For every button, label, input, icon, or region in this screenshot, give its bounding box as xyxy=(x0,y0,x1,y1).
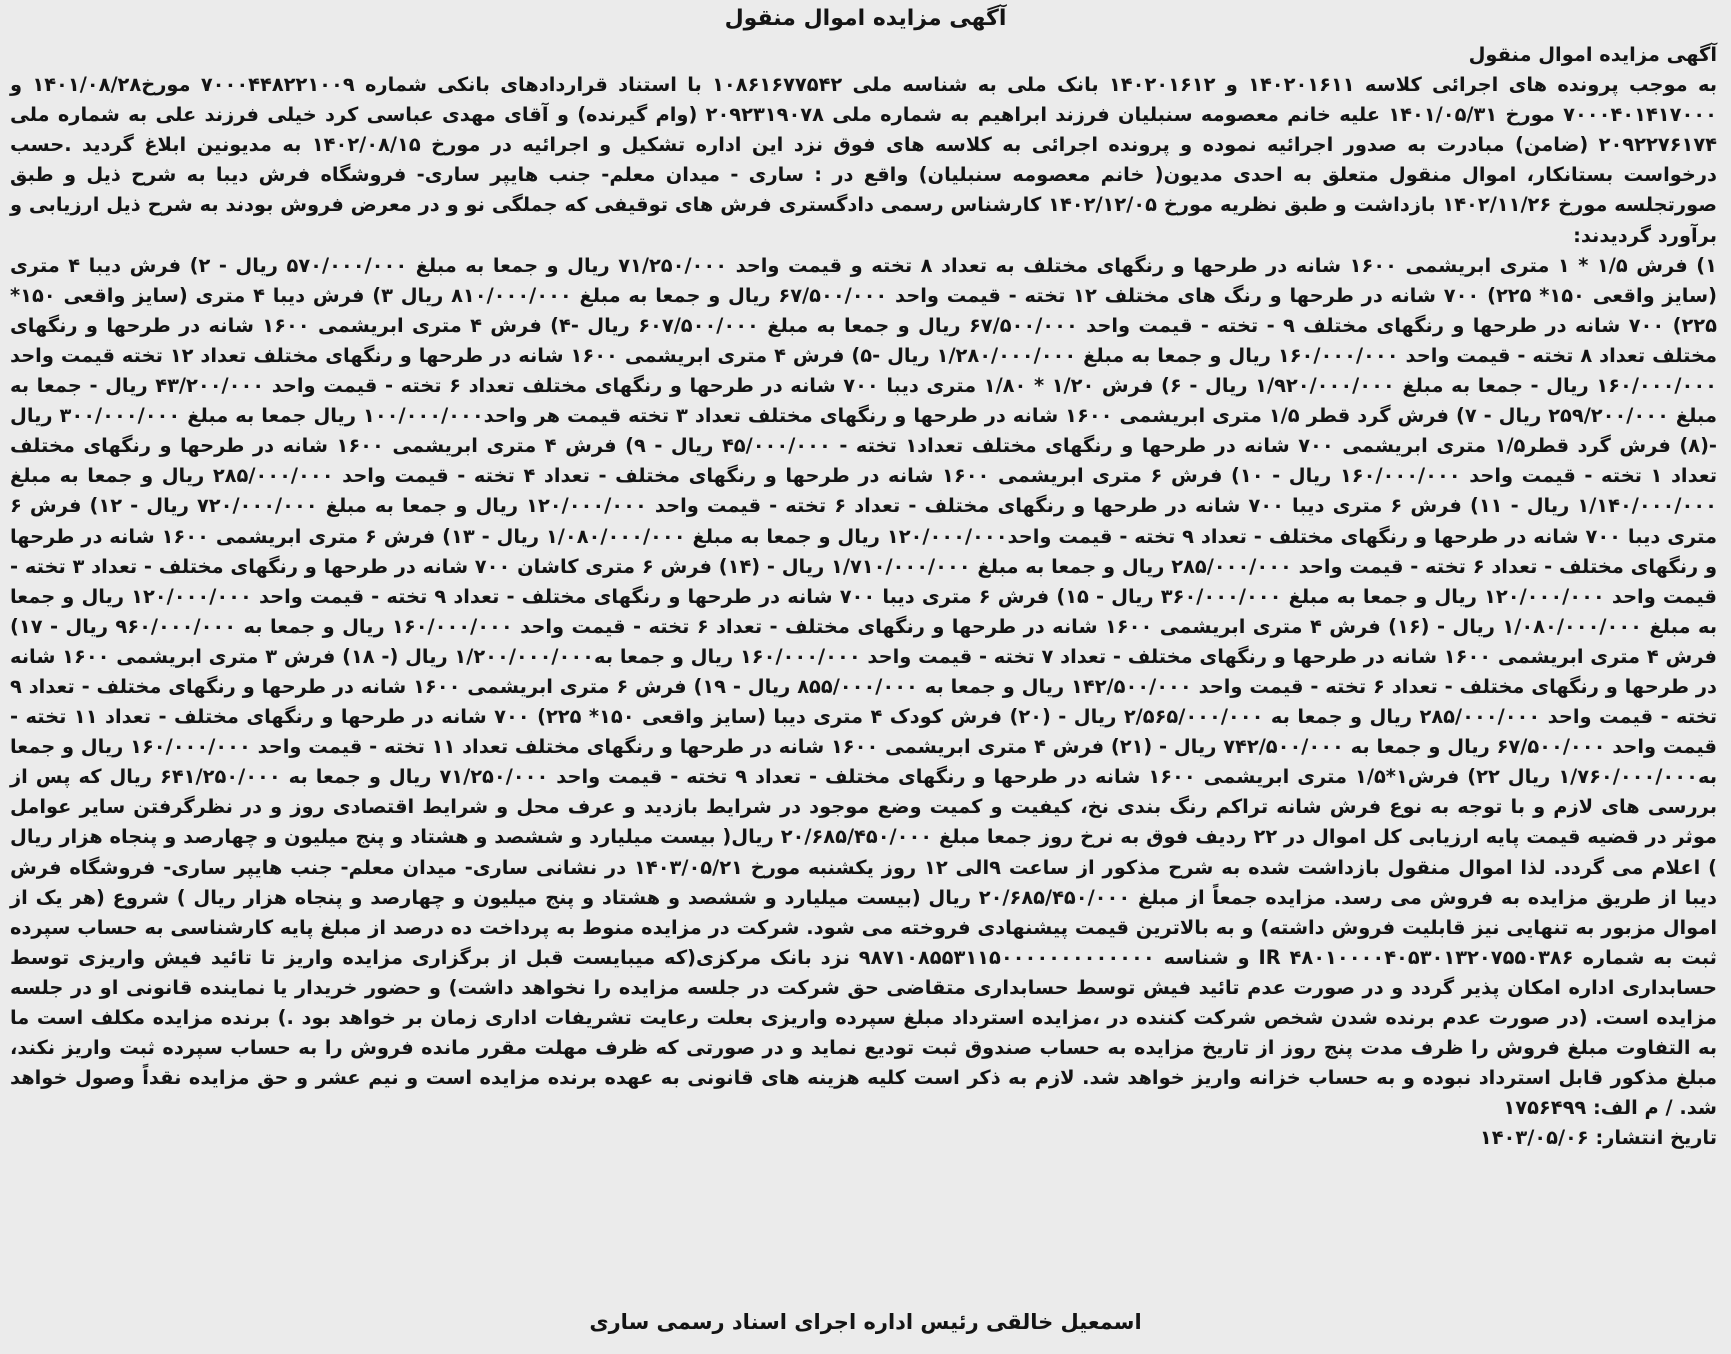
notice-body xyxy=(10,40,1717,1153)
notice-intro-paragraph: به موجب پرونده های اجرائی کلاسه ۱۴۰۲۰۱۶۱۱ و ۱۴۰۲۰۱۶۱۲ بانک ملی به شناسه ملی ۱۰۸۶۱۶۷۷۵۴۲ با استناد قراردادهای بانکی شماره ۷۰۰۰۴۴۸۲۲۱۰۰۹ مورخ۱۴۰۱/۰۸/۲۸ و ۷۰۰۰۴۰۱۴۱۷۰۰۰ مورخ ۱۴۰۱/۰۵/۳۱ علیه خانم معصومه سنبلیان فرزند ابراهیم به شماره ملی ۲۰۹۲۳۱۹۰۷۸ (وام گیرنده) و آقای مهدی عباسی کرد خیلی فرزند علی به شماره ملی ۲۰۹۲۲۷۶۱۷۴ (ضامن) مبادرت به صدور اجرائیه نموده و پرونده اجرائی به کلاسه های فوق نزد این اداره تشکیل و اجرائیه در مورخ ۱۴۰۲/۰۸/۱۵ به مدیونین ابلاغ گردید .حسب درخواست بستانکار، اموال منقول متعلق به احدی مدیون( خانم معصومه سنبلیان) واقع در : ساری - میدان معلم- جنب هایپر ساری- فروشگاه فرش دیبا به شرح ذیل و طبق صورتجلسه مورخ ۱۴۰۲/۱۱/۲۶ بازداشت و طبق نظریه مورخ ۱۴۰۲/۱۲/۰۵ کارشناس رسمی دادگستری فرش های توقیفی که جملگی نو و در معرض فروش بودند به شرح ذیل ارزیابی و برآورد گردیدند: xyxy=(10,73,1717,247)
signature-line: اسمعیل خالقی رئیس اداره اجرای اسناد رسمی ساری xyxy=(589,1310,1142,1334)
notice-heading-line: آگهی مزایده اموال منقول xyxy=(1468,43,1717,66)
notice-title: آگهی مزایده اموال منقول xyxy=(724,6,1007,31)
notice-items-paragraph: ۱) فرش ۱/۵ * ۱ متری ابریشمی ۱۶۰۰ شانه در طرحها و رنگهای مختلف به تعداد ۸ تخته و قیمت واحد ۷۱/۲۵۰/۰۰۰ ریال و جمعا به مبلغ ۵۷۰/۰۰۰/۰۰۰ ریال - ۲) فرش دیبا ۴ متری (سایز واقعی ۱۵۰* ۲۲۵) ۷۰۰ شانه در طرحها و رنگ های مختلف ۱۲ تخته - قیمت واحد ۶۷/۵۰۰/۰۰۰ ریال و جمعا به مبلغ ۸۱۰/۰۰۰/۰۰۰ ریال ۳) فرش دیبا ۴ متری (سایز واقعی ۱۵۰* ۲۲۵) ۷۰۰ شانه در طرحها و رنگهای مختلف ۹ - تخته - قیمت واحد ۶۷/۵۰۰/۰۰۰ ریال و جمعا به مبلغ ۶۰۷/۵۰۰/۰۰۰ ریال -۴) فرش ۴ متری ابریشمی ۱۶۰۰ شانه در طرحها و رنگهای مختلف تعداد ۸ تخته - قیمت واحد ۱۶۰/۰۰۰/۰۰۰ ریال و جمعا به مبلغ ۱/۲۸۰/۰۰۰/۰۰۰ ریال -۵) فرش ۴ متری ابریشمی ۱۶۰۰ شانه در طرحها و رنگهای مختلف تعداد ۱۲ تخته قیمت واحد ۱۶۰/۰۰۰/۰۰۰ ریال - جمعا به مبلغ ۱/۹۲۰/۰۰۰/۰۰۰ ریال - ۶) فرش ۱/۲۰ * ۱/۸۰ متری دیبا ۷۰۰ شانه در طرحها و رنگهای مختلف تعداد ۶ تخته - قیمت واحد ۴۳/۲۰۰/۰۰۰ ریال - جمعا به مبلغ ۲۵۹/۲۰۰/۰۰۰ ریال - ۷) فرش گرد قطر ۱/۵ متری ابریشمی ۱۶۰۰ شانه در طرحها و رنگهای مختلف تعداد ۳ تخته قیمت هر واحد۱۰۰/۰۰۰/۰۰۰ ریال جمعا به مبلغ ۳۰۰/۰۰۰/۰۰۰ ریال -(۸) فرش گرد قطر۱/۵ متری ابریشمی ۷۰۰ شانه در طرحها و رنگهای مختلف تعداد۱ تخته - ۴۵/۰۰۰/۰۰۰ ریال - ۹) فرش ۴ متری ابریشمی ۱۶۰۰ شانه در طرحها و رنگهای مختلف تعداد ۱ تخته - قیمت واحد ۱۶۰/۰۰۰/۰۰۰ ریال - ۱۰) فرش ۶ متری ابریشمی ۱۶۰۰ شانه در طرحها و رنگهای مختلف - تعداد ۴ تخته - قیمت واحد ۲۸۵/۰۰۰/۰۰۰ ریال و جمعا به مبلغ ۱/۱۴۰/۰۰۰/۰۰۰ ریال - ۱۱) فرش ۶ متری دیبا ۷۰۰ شانه در طرحها و رنگهای مختلف - تعداد ۶ تخته - قیمت واحد ۱۲۰/۰۰۰/۰۰۰ ریال و جمعا به مبلغ ۷۲۰/۰۰۰/۰۰۰ ریال - ۱۲) فرش ۶ متری دیبا ۷۰۰ شانه در طرحها و رنگهای مختلف - تعداد ۹ تخته - قیمت واحد۱۲۰/۰۰۰/۰۰۰ ریال و جمعا به مبلغ ۱/۰۸۰/۰۰۰/۰۰۰ ریال - ۱۳) فرش ۶ متری ابریشمی ۱۶۰۰ شانه در طرحها و رنگهای مختلف - تعداد ۶ تخته - قیمت واحد ۲۸۵/۰۰۰/۰۰۰ ریال و جمعا به مبلغ ۱/۷۱۰/۰۰۰/۰۰۰ ریال - (۱۴) فرش ۶ متری کاشان ۷۰۰ شانه در طرحها و رنگهای مختلف - تعداد ۳ تخته - قیمت واحد ۱۲۰/۰۰۰/۰۰۰ ریال و جمعا به مبلغ ۳۶۰/۰۰۰/۰۰۰ ریال - ۱۵) فرش ۶ متری دیبا ۷۰۰ شانه در طرحها و رنگهای مختلف - تعداد ۹ تخته - قیمت واحد ۱۲۰/۰۰۰/۰۰۰ ریال و جمعا به مبلغ ۱/۰۸۰/۰۰۰/۰۰۰ ریال - (۱۶) فرش ۴ متری ابریشمی ۱۶۰۰ شانه در طرحها و رنگهای مختلف - تعداد ۶ تخته - قیمت واحد ۱۶۰/۰۰۰/۰۰۰ ریال و جمعا به ۹۶۰/۰۰۰/۰۰۰ ریال - ۱۷) فرش ۴ متری ابریشمی ۱۶۰۰ شانه در طرحها و رنگهای مختلف - تعداد ۷ تخته - قیمت واحد ۱۶۰/۰۰۰/۰۰۰ ریال و جمعا به۱/۲۰۰/۰۰۰/۰۰۰ ریال (- ۱۸) فرش ۳ متری ابریشمی ۱۶۰۰ شانه در طرحها و رنگهای مختلف - تعداد ۶ تخته - قیمت واحد ۱۴۲/۵۰۰/۰۰۰ ریال و جمعا به ۸۵۵/۰۰۰/۰۰۰ ریال - ۱۹) فرش ۶ متری ابریشمی ۱۶۰۰ شانه در طرحها و رنگهای مختلف - تعداد ۹ تخته - قیمت واحد ۲۸۵/۰۰۰/۰۰۰ ریال و جمعا به ۲/۵۶۵/۰۰۰/۰۰۰ ریال - (۲۰) فرش کودک ۴ متری دیبا (سایز واقعی ۱۵۰* ۲۲۵) ۷۰۰ شانه در طرحها و رنگهای مختلف - تعداد ۱۱ تخته - قیمت واحد ۶۷/۵۰۰/۰۰۰ ریال و جمعا به ۷۴۲/۵۰۰/۰۰۰ ریال - (۲۱) فرش ۴ متری ابریشمی ۱۶۰۰ شانه در طرحها و رنگهای مختلف تعداد ۱۱ تخته - قیمت واحد ۱۶۰/۰۰۰/۰۰۰ ریال و جمعا به۱/۷۶۰/۰۰۰/۰۰۰ ریال ۲۲) فرش۱*۱/۵ متری ابریشمی ۱۶۰۰ شانه در طرحها و رنگهای مختلف - تعداد ۹ تخته - قیمت واحد ۷۱/۲۵۰/۰۰۰ ریال و جمعا به ۶۴۱/۲۵۰/۰۰۰ ریال که پس از بررسی های لازم و با توجه به نوع فرش شانه تراکم رنگ بندی نخ، کیفیت و کمیت وضع موجود در شرایط بازدید و عرف محل و شرایط اقتصادی روز و در نظرگرفتن سایر عوامل موثر در قضیه قیمت پایه ارزیابی کل اموال در ۲۲ ردیف فوق به نرخ روز جمعا مبلغ ۲۰/۶۸۵/۴۵۰/۰۰۰ ریال( بیست میلیارد و ششصد و هشتاد و پنج میلیون و چهارصد و پنجاه هزار ریال ) اعلام می گردد. لذا اموال منقول بازداشت شده به شرح مذکور از ساعت ۹الی ۱۲ روز یکشنبه مورخ ۱۴۰۳/۰۵/۲۱ در نشانی ساری- میدان معلم- جنب هایپر ساری- فروشگاه فرش دیبا از طریق مزایده به فروش می رسد. مزایده جمعاً از مبلغ ۲۰/۶۸۵/۴۵۰/۰۰۰ ریال (بیست میلیارد و ششصد و هشتاد و پنج میلیون و چهارصد و پنجاه هزار ریال ) شروع (هر یک از اموال مزبور به تنهایی نیز قابلیت فروش داشته) و به بالاترین قیمت پیشنهادی فروخته می شود. شرکت در مزایده منوط به پرداخت ده درصد از مبلغ پایه کارشناسی به حساب سپرده ثبت به شماره IR ۴۸۰۱۰۰۰۰۴۰۵۳۰۱۳۲۰۷۵۵۰۳۸۶ و شناسه ۹۸۷۱۰۸۵۵۳۱۱۵۰۰۰۰۰۰۰۰۰۰۰۰۰ نزد بانک مرکزی(که میبایست قبل از برگزاری مزایده واریز تا تائید فیش واریزی توسط حسابداری اداره امکان پذیر گردد و در صورت عدم تائید فیش توسط حسابداری متقاضی حق شرکت در جلسه مزایده را نخواهد داشت) و حضور خریدار یا نماینده قانونی او در جلسه مزایده است. (در صورت عدم برنده شدن شخص شرکت کننده در ،مزایده استرداد مبلغ سپرده واریزی بعلت رعایت تشریفات اداری زمان بر خواهد بود .) برنده مزایده مکلف است ما به التفاوت مبلغ فروش را ظرف مدت پنج روز از تاریخ مزایده به حساب صندوق ثبت تودیع نماید و در صورتی که ظرف مهلت مقرر مانده فروش را به حساب سپرده ثبت واریز نکند، مبلغ مذکور قابل استرداد نبوده و به حساب خزانه واریز خواهد شد. لازم به ذکر است کلیه هزینه های قانونی به عهده برنده مزایده است و نیم عشر و حق مزایده نقداً وصول خواهد شد. / م الف: ۱۷۵۶۴۹۹ xyxy=(10,253,1718,1120)
publication-date: تاریخ انتشار: ۱۴۰۳/۰۵/۰۶ xyxy=(1479,1126,1717,1150)
